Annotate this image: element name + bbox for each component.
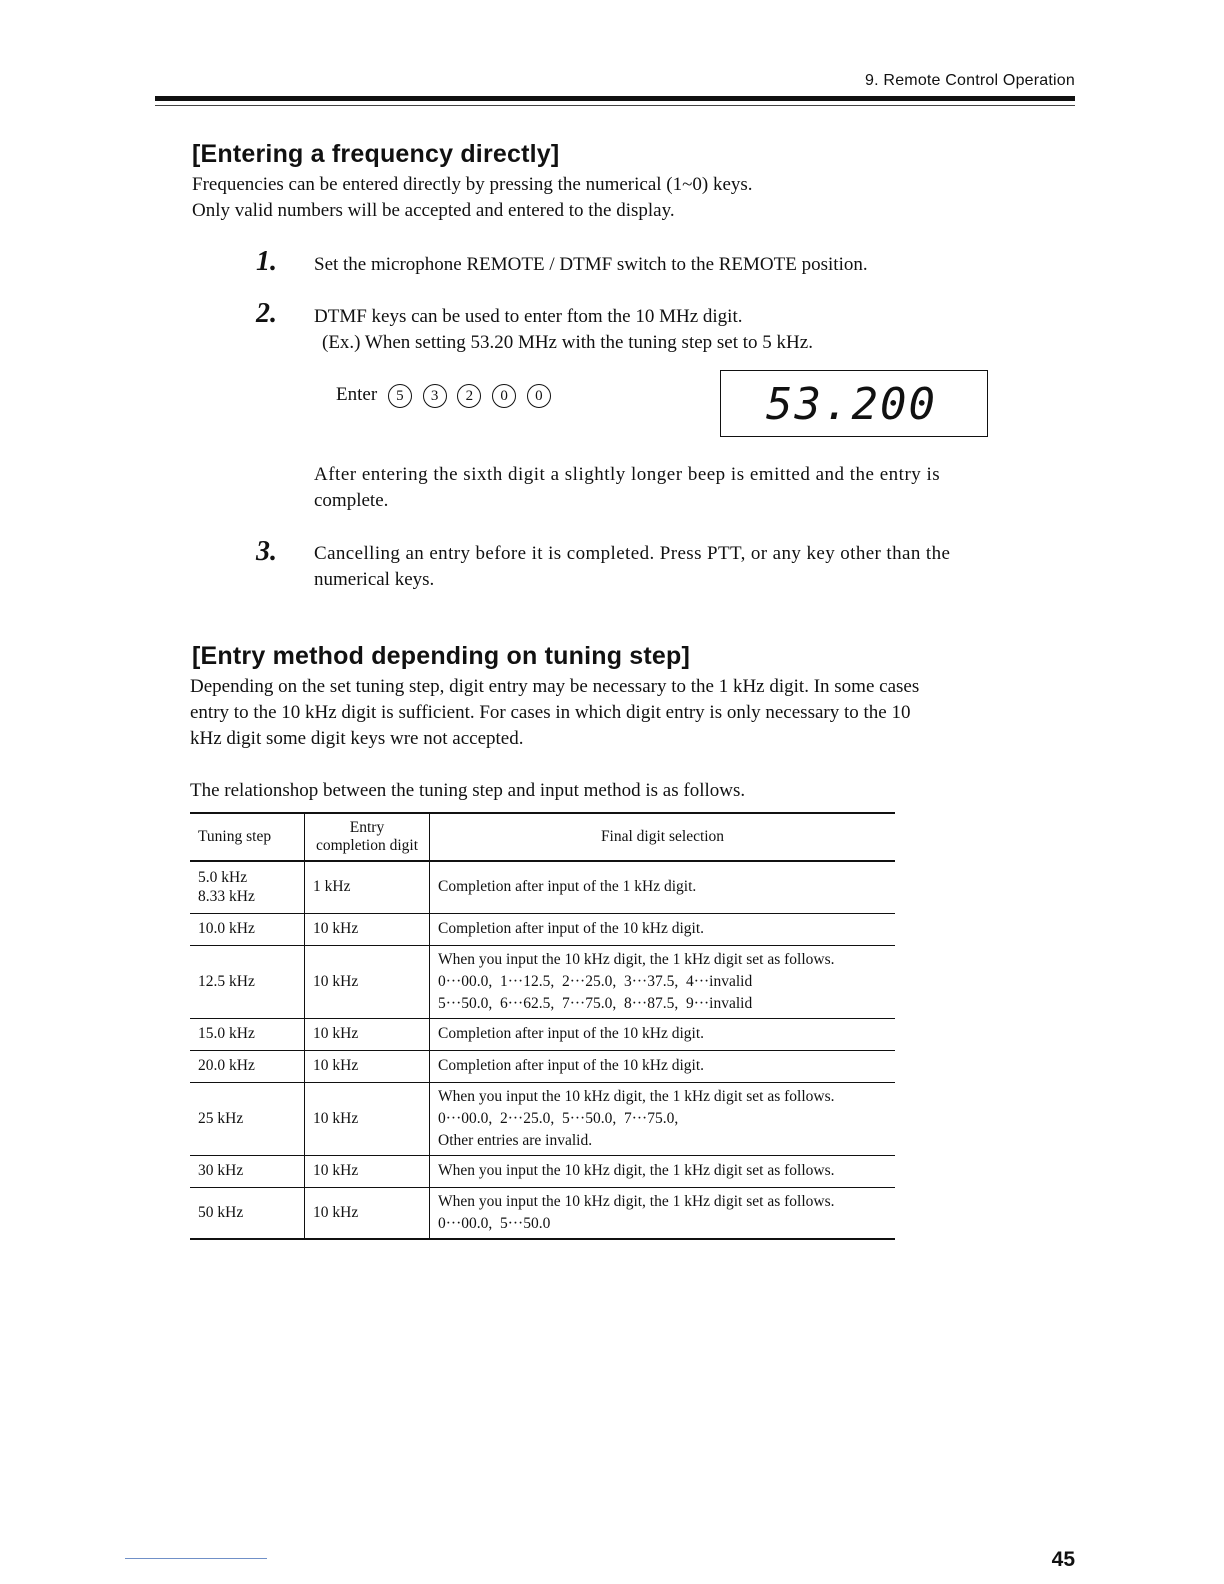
table-row: 15.0 kHz 10 kHz Completion after input of the 10 kHz digit. [190,1018,895,1050]
table-header-row [190,813,895,861]
table-row: 10.0 kHz 10 kHz Completion after input of the 10 kHz digit. [190,913,895,945]
enter-keys [336,382,551,408]
bottom-rule [125,1558,267,1559]
section2-para-line-2: entry to the 10 kHz digit is sufficient. For cases in which digit entry is only necessary to the 10 [190,702,911,723]
header-entry-completion: Entry completion digit [305,813,430,861]
intro-line-2: Only valid numbers will be accepted and entered to the display. [192,200,675,221]
header-rule-thin [155,105,1075,106]
enter-label: Enter [336,384,378,405]
section2-para-line-1: Depending on the set tuning step, digit entry may be necessary to the 1 kHz digit. In some cases [190,676,920,697]
header-tuning-step: Tuning step [190,813,305,861]
key-3-icon: 3 [423,384,447,408]
table-row: 30 kHz 10 kHz When you input the 10 kHz digit, the 1 kHz digit set as follows. [190,1155,895,1187]
step-number: 2. [256,298,277,329]
step-text: Cancelling an entry before it is completed. Press PTT, or any key other than the [314,543,951,564]
page-number: 45 [1051,1548,1075,1571]
table-row: 5.0 kHz 8.33 kHz 1 kHz Completion after input of the 1 kHz digit. [190,861,895,913]
header-final-digit: Final digit selection [430,813,896,861]
key-0-icon: 0 [492,384,516,408]
table-row: 12.5 kHz 10 kHz When you input the 10 kHz digit, the 1 kHz digit set as follows. 0···00.0, 1···12.5, 2···25.0, 3···37.5, 4···invalid 5···50.0, 6···62.5, 7···75.0, 8···87.5, 9···invalid [190,945,895,1018]
frequency-display [720,370,988,437]
example-note-line-2: complete. [314,490,389,511]
key-0-icon: 0 [527,384,551,408]
running-head: 9. Remote Control Operation [865,72,1075,89]
key-2-icon: 2 [457,384,481,408]
header-rule-thick [155,96,1075,101]
table-row: 20.0 kHz 10 kHz Completion after input of the 10 kHz digit. [190,1050,895,1082]
section-title-entry-method: [Entry method depending on tuning step] [192,642,691,670]
table-row: 25 kHz 10 kHz When you input the 10 kHz digit, the 1 kHz digit set as follows. 0···00.0, 2···25.0, 5···50.0, 7···75.0, Other entries are invalid. [190,1082,895,1155]
step-text: Set the microphone REMOTE / DTMF switch to the REMOTE position. [314,254,868,275]
intro-line-1: Frequencies can be entered directly by pressing the numerical (1~0) keys. [192,174,753,195]
table-row: 50 kHz 10 kHz When you input the 10 kHz digit, the 1 kHz digit set as follows. 0···00.0, 5···50.0 [190,1187,895,1239]
tuning-step-table [190,812,895,1240]
table-lead: The relationshop between the tuning step and input method is as follows. [190,780,746,801]
step-text: numerical keys. [314,569,435,590]
step-number: 3. [256,536,277,567]
example-note-line-1: After entering the sixth digit a slightly longer beep is emitted and the entry is [314,464,941,485]
section-title-direct-entry: [Entering a frequency directly] [192,140,560,168]
key-5-icon: 5 [388,384,412,408]
section2-para-line-3: kHz digit some digit keys wre not accepted. [190,728,524,749]
step-number: 1. [256,246,277,277]
frequency-display-value: 53.200 [766,379,937,430]
step-text: (Ex.) When setting 53.20 MHz with the tuning step set to 5 kHz. [322,332,813,353]
step-text: DTMF keys can be used to enter ftom the 10 MHz digit. [314,306,743,327]
